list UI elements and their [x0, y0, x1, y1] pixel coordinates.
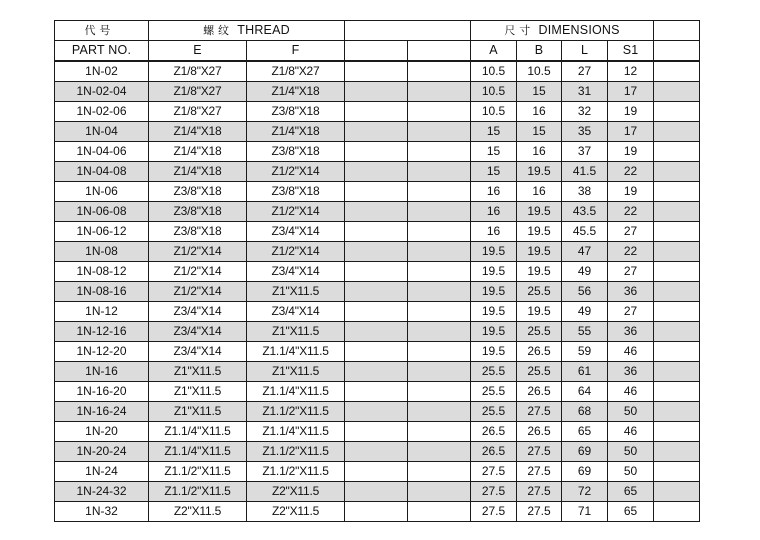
blank-cell [654, 61, 700, 82]
blank-cell [408, 222, 471, 242]
col-b-header: B [517, 41, 562, 62]
dim-l-cell: 41.5 [562, 162, 608, 182]
part-no-cell: 1N-02-06 [55, 102, 149, 122]
part-no-cell: 1N-24-32 [55, 482, 149, 502]
dim-l-cell: 68 [562, 402, 608, 422]
dim-l-cell: 55 [562, 322, 608, 342]
dim-b-cell: 19.5 [517, 162, 562, 182]
thread-e-cell: Z1.1/2"X11.5 [149, 462, 247, 482]
dim-b-cell: 16 [517, 102, 562, 122]
blank-cell [345, 262, 408, 282]
table-row [55, 302, 700, 322]
blank-cell [654, 162, 700, 182]
dim-a-cell: 26.5 [471, 442, 517, 462]
dim-s1-cell: 46 [608, 422, 654, 442]
dim-s1-cell: 46 [608, 342, 654, 362]
part-no-cell: 1N-20 [55, 422, 149, 442]
blank-cell [654, 122, 700, 142]
dim-s1-cell: 36 [608, 322, 654, 342]
dimensions-header: 尺 寸 DIMENSIONS [471, 21, 654, 41]
dim-b-cell: 19.5 [517, 302, 562, 322]
part-no-cell: 1N-08-12 [55, 262, 149, 282]
blank-cell [408, 402, 471, 422]
blank-cell [408, 122, 471, 142]
thread-e-cell: Z1"X11.5 [149, 382, 247, 402]
dim-a-cell: 16 [471, 182, 517, 202]
thread-e-cell: Z1/2"X14 [149, 282, 247, 302]
thread-e-cell: Z1.1/4"X11.5 [149, 442, 247, 462]
blank-cell [654, 502, 700, 522]
part-no-cell: 1N-12 [55, 302, 149, 322]
thread-e-cell: Z1/4"X18 [149, 142, 247, 162]
blank-cell [408, 242, 471, 262]
blank-cell [345, 102, 408, 122]
dim-a-cell: 10.5 [471, 82, 517, 102]
dim-a-cell: 19.5 [471, 262, 517, 282]
dim-l-cell: 69 [562, 462, 608, 482]
dim-b-cell: 26.5 [517, 422, 562, 442]
table-row [55, 182, 700, 202]
thread-e-cell: Z1/2"X14 [149, 262, 247, 282]
dim-a-cell: 15 [471, 162, 517, 182]
thread-f-cell: Z1.1/4"X11.5 [247, 342, 345, 362]
dim-a-cell: 10.5 [471, 61, 517, 82]
dim-b-cell: 27.5 [517, 482, 562, 502]
dim-l-cell: 45.5 [562, 222, 608, 242]
dim-s1-cell: 17 [608, 82, 654, 102]
part-no-cell: 1N-32 [55, 502, 149, 522]
thread-e-cell: Z1.1/2"X11.5 [149, 482, 247, 502]
part-no-cell: 1N-24 [55, 462, 149, 482]
dim-s1-cell: 22 [608, 242, 654, 262]
thread-f-cell: Z3/4"X14 [247, 262, 345, 282]
code-cn-header: 代 号 [55, 21, 149, 41]
blank-cell [345, 242, 408, 262]
thread-f-cell: Z1.1/4"X11.5 [247, 422, 345, 442]
part-no-cell: 1N-16 [55, 362, 149, 382]
thread-f-cell: Z1.1/4"X11.5 [247, 382, 345, 402]
table-row [55, 222, 700, 242]
thread-e-cell: Z1"X11.5 [149, 362, 247, 382]
dim-b-cell: 27.5 [517, 462, 562, 482]
col-a-header: A [471, 41, 517, 62]
part-no-cell: 1N-08-16 [55, 282, 149, 302]
thread-e-cell: Z3/8"X18 [149, 202, 247, 222]
blank-cell [654, 442, 700, 462]
blank-cell [654, 142, 700, 162]
blank-cell [654, 482, 700, 502]
thread-e-cell: Z1/8"X27 [149, 102, 247, 122]
blank-cell [408, 162, 471, 182]
dim-l-cell: 71 [562, 502, 608, 522]
thread-e-cell: Z1/4"X18 [149, 122, 247, 142]
dim-l-cell: 35 [562, 122, 608, 142]
dim-b-cell: 15 [517, 82, 562, 102]
dim-b-cell: 27.5 [517, 402, 562, 422]
blank-cell [345, 422, 408, 442]
table-body [55, 61, 700, 522]
thread-f-cell: Z2"X11.5 [247, 502, 345, 522]
dim-s1-cell: 22 [608, 202, 654, 222]
dim-l-cell: 37 [562, 142, 608, 162]
blank-cell [408, 342, 471, 362]
dim-s1-cell: 36 [608, 362, 654, 382]
thread-f-cell: Z3/4"X14 [247, 222, 345, 242]
blank-cell [345, 402, 408, 422]
dim-b-cell: 25.5 [517, 282, 562, 302]
table-row [55, 342, 700, 362]
table-row [55, 462, 700, 482]
table-row [55, 282, 700, 302]
dim-l-cell: 56 [562, 282, 608, 302]
dim-l-cell: 38 [562, 182, 608, 202]
part-no-cell: 1N-12-16 [55, 322, 149, 342]
dim-b-cell: 16 [517, 182, 562, 202]
thread-e-cell: Z1/8"X27 [149, 61, 247, 82]
blank-cell [408, 502, 471, 522]
table-row [55, 362, 700, 382]
part-no-cell: 1N-20-24 [55, 442, 149, 462]
dim-l-cell: 61 [562, 362, 608, 382]
blank-cell [345, 482, 408, 502]
dim-a-cell: 19.5 [471, 302, 517, 322]
blank-cell [654, 462, 700, 482]
table-row [55, 82, 700, 102]
thread-f-cell: Z1/4"X18 [247, 122, 345, 142]
dim-s1-cell: 22 [608, 162, 654, 182]
dim-s1-cell: 65 [608, 502, 654, 522]
blank-cell [345, 342, 408, 362]
dim-l-cell: 27 [562, 61, 608, 82]
part-no-cell: 1N-02 [55, 61, 149, 82]
blank-cell [654, 182, 700, 202]
table-row [55, 142, 700, 162]
table-row [55, 102, 700, 122]
dim-s1-cell: 12 [608, 61, 654, 82]
part-no-cell: 1N-06 [55, 182, 149, 202]
dim-b-cell: 26.5 [517, 342, 562, 362]
thread-e-cell: Z3/4"X14 [149, 302, 247, 322]
blank-cell [654, 102, 700, 122]
dim-s1-cell: 46 [608, 382, 654, 402]
blank-cell [654, 302, 700, 322]
dim-s1-cell: 19 [608, 182, 654, 202]
table-row [55, 262, 700, 282]
dim-b-cell: 19.5 [517, 242, 562, 262]
thread-f-cell: Z1"X11.5 [247, 322, 345, 342]
blank-col-header [654, 41, 700, 62]
table-row [55, 442, 700, 462]
dim-l-cell: 65 [562, 422, 608, 442]
thread-f-cell: Z1/2"X14 [247, 242, 345, 262]
blank-cell [408, 422, 471, 442]
blank-cell [654, 202, 700, 222]
part-no-cell: 1N-08 [55, 242, 149, 262]
dim-a-cell: 15 [471, 122, 517, 142]
dim-s1-cell: 27 [608, 302, 654, 322]
dim-l-cell: 49 [562, 302, 608, 322]
dimensions-table [54, 20, 700, 522]
blank-cell [654, 342, 700, 362]
blank-cell [408, 202, 471, 222]
dim-a-cell: 10.5 [471, 102, 517, 122]
dim-a-cell: 26.5 [471, 422, 517, 442]
dim-a-cell: 19.5 [471, 322, 517, 342]
dim-l-cell: 32 [562, 102, 608, 122]
table-row [55, 402, 700, 422]
blank-cell [345, 442, 408, 462]
blank-cell [345, 462, 408, 482]
header-row-columns [55, 41, 700, 62]
blank-cell [345, 322, 408, 342]
blank-cell [654, 82, 700, 102]
thread-e-cell: Z3/4"X14 [149, 322, 247, 342]
blank-cell [654, 382, 700, 402]
blank-header-top [345, 21, 471, 41]
blank-cell [408, 82, 471, 102]
dim-a-cell: 19.5 [471, 282, 517, 302]
table-row [55, 242, 700, 262]
dim-l-cell: 47 [562, 242, 608, 262]
dim-s1-cell: 19 [608, 142, 654, 162]
blank-cell [408, 322, 471, 342]
dim-b-cell: 19.5 [517, 262, 562, 282]
table-row [55, 502, 700, 522]
blank-col-header [408, 41, 471, 62]
dim-a-cell: 16 [471, 202, 517, 222]
dim-a-cell: 27.5 [471, 482, 517, 502]
thread-f-cell: Z1.1/2"X11.5 [247, 462, 345, 482]
col-f-header: F [247, 41, 345, 62]
table-row [55, 422, 700, 442]
blank-cell [408, 102, 471, 122]
dim-l-cell: 49 [562, 262, 608, 282]
table-row [55, 322, 700, 342]
table-row [55, 122, 700, 142]
col-e-header: E [149, 41, 247, 62]
part-no-cell: 1N-06-12 [55, 222, 149, 242]
blank-cell [654, 402, 700, 422]
thread-e-cell: Z1/8"X27 [149, 82, 247, 102]
dim-a-cell: 27.5 [471, 502, 517, 522]
blank-cell [654, 262, 700, 282]
dim-b-cell: 16 [517, 142, 562, 162]
blank-cell [408, 442, 471, 462]
blank-cell [345, 382, 408, 402]
dim-s1-cell: 50 [608, 462, 654, 482]
part-no-header: PART NO. [55, 41, 149, 62]
thread-f-cell: Z1.1/2"X11.5 [247, 442, 345, 462]
part-no-cell: 1N-04-06 [55, 142, 149, 162]
dim-s1-cell: 27 [608, 222, 654, 242]
thread-f-cell: Z1/2"X14 [247, 162, 345, 182]
blank-cell [654, 242, 700, 262]
dim-s1-cell: 17 [608, 122, 654, 142]
table-row [55, 61, 700, 82]
part-no-cell: 1N-04-08 [55, 162, 149, 182]
thread-f-cell: Z1/4"X18 [247, 82, 345, 102]
part-no-cell: 1N-02-04 [55, 82, 149, 102]
blank-cell [345, 502, 408, 522]
col-s1-header: S1 [608, 41, 654, 62]
blank-cell [654, 282, 700, 302]
part-no-cell: 1N-06-08 [55, 202, 149, 222]
thread-f-cell: Z3/4"X14 [247, 302, 345, 322]
dim-s1-cell: 50 [608, 402, 654, 422]
thread-f-cell: Z3/8"X18 [247, 142, 345, 162]
blank-cell [408, 262, 471, 282]
table-row [55, 382, 700, 402]
header-row-top [55, 21, 700, 41]
dim-b-cell: 25.5 [517, 322, 562, 342]
blank-cell [408, 182, 471, 202]
thread-f-cell: Z1/8"X27 [247, 61, 345, 82]
dim-b-cell: 19.5 [517, 202, 562, 222]
thread-e-cell: Z2"X11.5 [149, 502, 247, 522]
blank-cell [408, 382, 471, 402]
dim-l-cell: 31 [562, 82, 608, 102]
blank-cell [408, 282, 471, 302]
dim-s1-cell: 19 [608, 102, 654, 122]
blank-cell [345, 162, 408, 182]
thread-f-cell: Z1"X11.5 [247, 282, 345, 302]
thread-f-cell: Z3/8"X18 [247, 182, 345, 202]
blank-cell [654, 362, 700, 382]
thread-e-cell: Z1"X11.5 [149, 402, 247, 422]
blank-cell [654, 422, 700, 442]
blank-cell [408, 482, 471, 502]
dim-l-cell: 59 [562, 342, 608, 362]
dim-b-cell: 27.5 [517, 502, 562, 522]
blank-cell [408, 302, 471, 322]
dim-l-cell: 69 [562, 442, 608, 462]
col-l-header: L [562, 41, 608, 62]
table-row [55, 162, 700, 182]
dim-a-cell: 15 [471, 142, 517, 162]
dim-l-cell: 43.5 [562, 202, 608, 222]
blank-col-header [345, 41, 408, 62]
dim-b-cell: 25.5 [517, 362, 562, 382]
blank-cell [654, 222, 700, 242]
blank-cell [408, 362, 471, 382]
thread-e-cell: Z1.1/4"X11.5 [149, 422, 247, 442]
thread-f-cell: Z1.1/2"X11.5 [247, 402, 345, 422]
dim-l-cell: 64 [562, 382, 608, 402]
blank-cell [345, 82, 408, 102]
part-no-cell: 1N-12-20 [55, 342, 149, 362]
blank-cell [345, 362, 408, 382]
thread-e-cell: Z1/2"X14 [149, 242, 247, 262]
thread-header: 螺 纹 THREAD [149, 21, 345, 41]
part-no-cell: 1N-16-24 [55, 402, 149, 422]
thread-e-cell: Z3/8"X18 [149, 222, 247, 242]
table-row [55, 482, 700, 502]
thread-e-cell: Z1/4"X18 [149, 162, 247, 182]
blank-cell [654, 322, 700, 342]
dim-a-cell: 19.5 [471, 242, 517, 262]
blank-cell [345, 182, 408, 202]
dim-s1-cell: 36 [608, 282, 654, 302]
thread-f-cell: Z1"X11.5 [247, 362, 345, 382]
thread-f-cell: Z1/2"X14 [247, 202, 345, 222]
dim-b-cell: 15 [517, 122, 562, 142]
dim-b-cell: 27.5 [517, 442, 562, 462]
dim-s1-cell: 65 [608, 482, 654, 502]
dim-b-cell: 10.5 [517, 61, 562, 82]
part-no-cell: 1N-04 [55, 122, 149, 142]
blank-header-top-right [654, 21, 700, 41]
dim-a-cell: 25.5 [471, 362, 517, 382]
thread-f-cell: Z2"X11.5 [247, 482, 345, 502]
dim-b-cell: 19.5 [517, 222, 562, 242]
blank-cell [345, 302, 408, 322]
blank-cell [345, 61, 408, 82]
dim-l-cell: 72 [562, 482, 608, 502]
dim-s1-cell: 50 [608, 442, 654, 462]
blank-cell [408, 142, 471, 162]
blank-cell [345, 122, 408, 142]
part-no-cell: 1N-16-20 [55, 382, 149, 402]
dim-b-cell: 26.5 [517, 382, 562, 402]
blank-cell [345, 222, 408, 242]
thread-f-cell: Z3/8"X18 [247, 102, 345, 122]
table-row [55, 202, 700, 222]
blank-cell [345, 202, 408, 222]
dim-a-cell: 27.5 [471, 462, 517, 482]
dim-a-cell: 25.5 [471, 382, 517, 402]
dim-s1-cell: 27 [608, 262, 654, 282]
thread-e-cell: Z3/4"X14 [149, 342, 247, 362]
dim-a-cell: 16 [471, 222, 517, 242]
blank-cell [345, 282, 408, 302]
dim-a-cell: 25.5 [471, 402, 517, 422]
thread-e-cell: Z3/8"X18 [149, 182, 247, 202]
blank-cell [408, 61, 471, 82]
dim-a-cell: 19.5 [471, 342, 517, 362]
blank-cell [408, 462, 471, 482]
blank-cell [345, 142, 408, 162]
